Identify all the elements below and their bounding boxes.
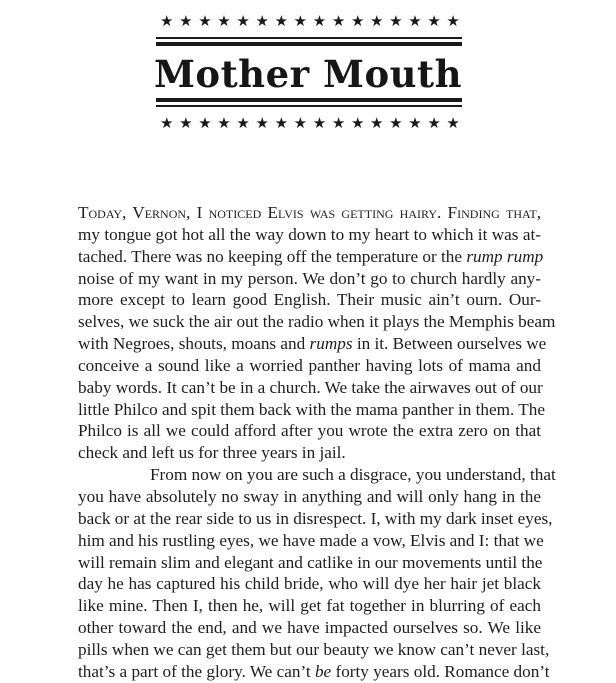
text-segment: you have absolutely no sway in anything and will only hang in the [78,486,541,506]
star-icon: ★ [198,12,212,30]
star-icon: ★ [217,12,231,30]
text-line [78,639,550,661]
text-segment: like mine. Then I, then he, will get fat together in blurring of each [78,596,541,616]
star-icon: ★ [274,12,289,30]
star-icon: ★ [312,114,327,132]
text-line [78,661,550,683]
bottom-rule-thick [156,98,462,102]
star-icon: ★ [179,114,193,132]
text-line [78,224,541,246]
star-icon: ★ [160,12,174,30]
italic-text: rumps [309,334,353,354]
star-icon: ★ [370,114,384,132]
star-icon: ★ [255,114,269,132]
top-rule-thin [156,37,462,39]
star-icon: ★ [331,12,346,30]
bottom-stars [160,115,460,131]
star-icon: ★ [446,114,460,132]
text-segment: more except to learn good English. Their music ain’t ourn. Our- [78,290,541,310]
star-icon: ★ [236,12,250,30]
chapter-title: Mother Mouth [153,52,463,96]
text-line [78,268,541,290]
small-caps-text: Today, Vernon, I noticed Elvis was getting hairy. Finding that, [78,203,541,222]
text-segment: day he has captured his child bride, who will dye her hair jet black [78,574,541,594]
star-icon: ★ [274,114,289,132]
text-line [78,246,544,268]
top-stars [160,13,460,29]
text-segment: my tongue got hot all the way down to my heart to which it was at- [78,224,541,244]
star-icon: ★ [217,114,231,132]
text-segment: tached. There was no keeping off the temperature or the [78,246,467,266]
text-line [78,399,545,421]
text-line [78,508,553,530]
star-icon: ★ [427,114,441,132]
star-icon: ★ [293,114,308,132]
text-segment: noise of my want in my person. We don’t go to church hardly any- [78,268,541,288]
text-segment: baby words. It can’t be in a church. We take the airwaves out of our [78,377,543,397]
italic-text: be [314,661,332,681]
text-segment: selves, we suck the air out the radio when it plays the Memphis beam [78,312,556,332]
text-line [78,530,544,552]
text-line [78,311,556,333]
text-line [78,595,541,617]
star-icon: ★ [350,12,365,30]
text-segment: him and his rustling eyes, we have made a vow, Elvis and I: that we [78,530,544,550]
text-line [78,486,541,508]
star-icon: ★ [446,12,460,30]
star-icon: ★ [408,12,422,30]
text-line [78,573,541,595]
text-segment: check and left us for three years in jail. [78,443,346,463]
text-segment: with Negroes, shouts, moans and [78,334,310,354]
star-icon: ★ [198,114,212,132]
star-icon: ★ [255,12,269,30]
text-segment: will remain slim and elegant and catlike in our movements until the [78,552,543,572]
star-icon: ★ [160,114,174,132]
text-line [78,333,547,355]
text-line [78,377,541,399]
star-icon: ★ [312,12,327,30]
body-text [78,202,556,683]
text-segment: conceive a sound like a worried panther having lots of mama and [78,355,541,375]
text-segment: other toward the end, and we have impacted ourselves so. We like [78,618,541,638]
text-line [78,289,541,311]
text-line [78,617,541,639]
star-icon: ★ [293,12,308,30]
text-line [78,355,541,377]
star-icon: ★ [408,114,422,132]
star-icon: ★ [389,12,403,30]
star-icon: ★ [370,12,384,30]
star-icon: ★ [179,12,193,30]
text-line [78,202,541,224]
text-line [78,420,541,442]
text-segment: From now on you are such a disgrace, you understand, that [150,465,556,485]
text-line [78,552,541,574]
text-segment: in it. Between ourselves we [352,334,547,354]
italic-text: rump rump [466,246,544,266]
bottom-rule-thin [156,105,462,107]
text-segment: pills when we can get them but our beauty we know can’t never last, [78,639,550,659]
text-line [78,464,556,486]
text-segment: forty years old. Romance don’t [331,661,550,681]
text-segment: Philco is all we could afford after you wrote the extra zero on that [78,421,541,441]
star-icon: ★ [236,114,250,132]
star-icon: ★ [331,114,346,132]
star-icon: ★ [389,114,403,132]
text-line [78,442,541,464]
star-icon: ★ [350,114,365,132]
top-rule-thick [156,42,462,46]
text-segment: that’s a part of the glory. We can’t [78,661,315,681]
text-segment: little Philco and spit them back with the mama panther in them. The [78,399,545,419]
star-icon: ★ [427,12,441,30]
text-segment: back or at the rear side to us in disrespect. I, with my dark inset eyes, [78,508,553,528]
